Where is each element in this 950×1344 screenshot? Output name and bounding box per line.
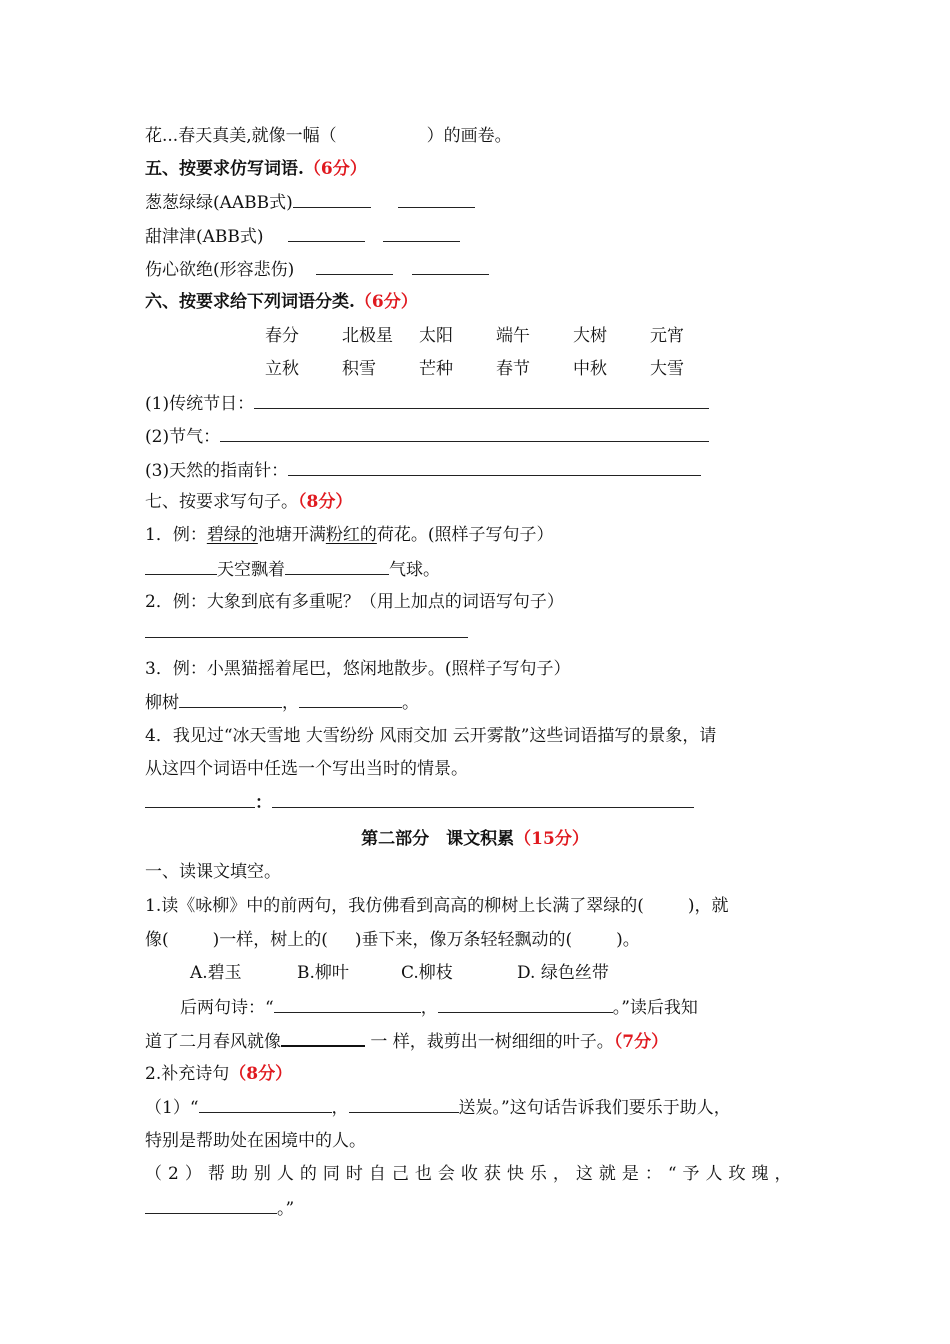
reading-fill-heading: 一、读课文填空。	[145, 862, 281, 882]
q7-answer-3: 柳树 ， 。	[145, 690, 419, 715]
word: 春节	[496, 359, 530, 379]
q7-item-4-line-1: 4．我见过“冰天雪地 大雪纷纷 风雨交加 云开雾散”这些词语描写的景象，请	[145, 726, 717, 746]
poem-line-3: （2）帮助别人的同时自己也会收获快乐，这就是：“予人玫瑰，	[145, 1164, 798, 1184]
q7-answer-2	[145, 620, 468, 645]
word: 太阳	[419, 326, 453, 346]
answer-blank[interactable]	[293, 190, 371, 208]
option-d[interactable]: D. 绿色丝带	[517, 963, 609, 983]
answer-blank[interactable]	[199, 1095, 332, 1113]
q5-heading: 五、按要求仿写词语.（6分）	[145, 159, 367, 179]
answer-blank[interactable]	[398, 190, 475, 208]
yongliu-line-4: 后两句诗：“ ， 。”读后我知	[180, 995, 698, 1020]
answer-blank[interactable]	[145, 557, 217, 575]
answer-blank[interactable]	[383, 224, 460, 242]
poem-line-2: 特别是帮助处在困境中的人。	[145, 1131, 366, 1151]
yongliu-line-5: 道了二月春风就像 一 样，裁剪出一树细细的叶子。（7分）	[145, 1028, 668, 1054]
answer-blank[interactable]	[145, 1196, 277, 1214]
category-festivals: (1)传统节日：	[145, 391, 709, 416]
word: 积雪	[342, 359, 376, 379]
poem-line-4: 。”	[145, 1196, 294, 1221]
answer-blank[interactable]	[316, 257, 393, 275]
answer-blank[interactable]	[274, 995, 421, 1013]
answer-line[interactable]	[220, 424, 709, 442]
q5-item-1: 葱葱绿绿(AABB式)	[145, 190, 475, 215]
choice-options	[190, 961, 609, 985]
answer-line[interactable]	[272, 790, 694, 808]
word: 北极星	[342, 326, 393, 346]
q7-example-1: 1．例：碧绿的池塘开满粉红的荷花。(照样子写句子）	[145, 525, 554, 545]
yongliu-line-1: 1.读《咏柳》中的前两句，我仿佛看到高高的柳树上长满了翠绿的( )，就	[145, 896, 729, 916]
spring-line: 花...春天真美,就像一幅（ ）的画卷。	[145, 126, 512, 146]
word-row-1	[265, 324, 727, 348]
word: 大树	[573, 326, 607, 346]
word: 芒种	[419, 359, 453, 379]
word: 大雪	[650, 359, 684, 379]
category-natural-compass: (3)天然的指南针：	[145, 458, 701, 483]
answer-blank[interactable]	[179, 690, 282, 708]
q5-item-3: 伤心欲绝(形容悲伤)	[145, 257, 489, 282]
poem-line-1: （1）“ ， 送炭。”这句话告诉我们要乐于助人，	[145, 1095, 731, 1120]
answer-blank[interactable]	[349, 1095, 459, 1113]
answer-line[interactable]	[145, 620, 468, 638]
option-a[interactable]: A.碧玉	[190, 963, 242, 983]
yongliu-line-2: 像( )一样，树上的( )垂下来，像万条轻轻飘动的( )。	[145, 930, 640, 950]
q6-heading: 六、按要求给下列词语分类.（6分）	[145, 292, 418, 312]
answer-line[interactable]	[288, 458, 701, 476]
word: 元宵	[650, 326, 684, 346]
answer-blank[interactable]	[299, 690, 402, 708]
q7-heading: 七、按要求写句子。（8分）	[145, 492, 353, 512]
answer-blank[interactable]	[281, 1028, 365, 1047]
word: 立秋	[265, 359, 299, 379]
q7-answer-1: 天空飘着 气球。	[145, 557, 440, 582]
q7-example-2: 2．例：大象到底有多重呢？（用上加点的词语写句子）	[145, 592, 564, 612]
category-solar-terms: (2)节气：	[145, 424, 709, 449]
q5-item-2: 甜津津(ABB式)	[145, 224, 460, 249]
answer-blank[interactable]	[285, 557, 389, 575]
answer-blank[interactable]	[288, 224, 365, 242]
answer-blank[interactable]	[145, 790, 255, 808]
q7-answer-4: ：	[145, 790, 694, 815]
q7-item-4-line-2: 从这四个词语中任选一个写出当时的情景。	[145, 759, 468, 779]
poem-fill-heading: 2.补充诗句（8分）	[145, 1064, 293, 1084]
word: 端午	[496, 326, 530, 346]
answer-blank[interactable]	[412, 257, 489, 275]
word: 春分	[265, 326, 299, 346]
q7-example-3: 3．例：小黑猫摇着尾巴，悠闲地散步。(照样子写句子）	[145, 659, 571, 679]
answer-blank[interactable]	[438, 995, 613, 1013]
word-row-2	[265, 357, 727, 381]
word: 中秋	[573, 359, 607, 379]
option-b[interactable]: B.柳叶	[297, 963, 349, 983]
part-two-heading: 第二部分 课文积累（15分）	[361, 829, 589, 849]
option-c[interactable]: C.柳枝	[401, 963, 453, 983]
answer-line[interactable]	[254, 391, 709, 409]
